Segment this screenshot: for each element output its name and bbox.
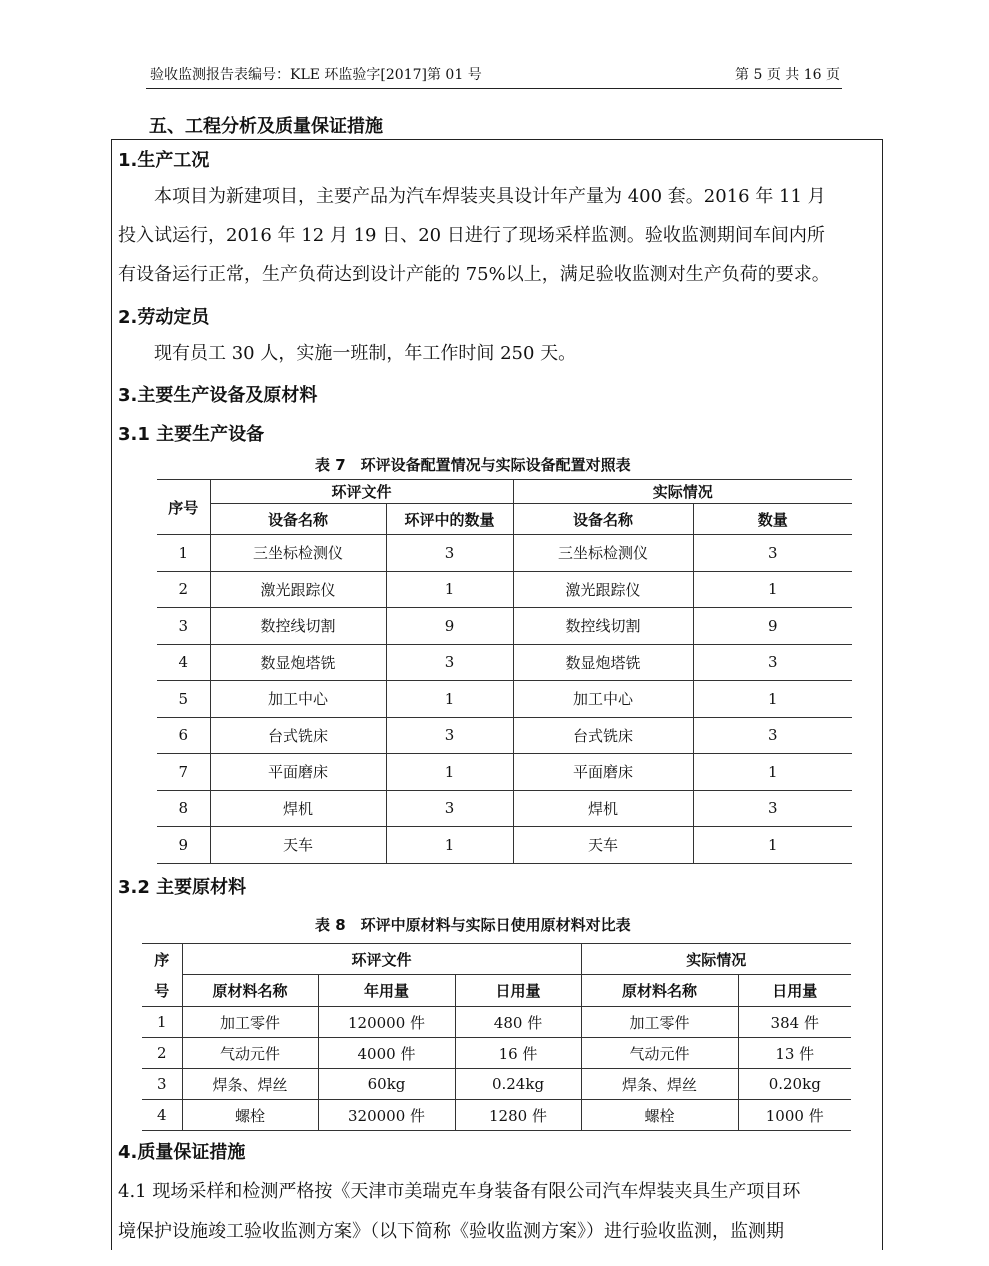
group-header-eia: 环评文件 [182,944,581,975]
equipment-table [157,479,852,864]
cell-quantity: 1 [693,571,852,608]
cell-material-name: 焊条、焊丝 [182,1069,318,1100]
heading-quality-assurance: 4.质量保证措施 [118,1142,246,1163]
col-header-seq-top: 序 [142,944,182,975]
cell-daily-usage: 16 件 [455,1038,581,1069]
cell-quantity: 3 [693,790,852,827]
cell-daily-usage: 1280 件 [455,1100,581,1131]
cell-seq: 8 [157,790,210,827]
table-row [157,827,852,864]
heading-equipment: 3.1 主要生产设备 [118,424,265,445]
paragraph-line: 投入试运行，2016 年 12 月 19 日、20 日进行了现场采样监测。验收监测期间车间内所 [118,225,825,246]
cell-daily-usage: 1000 件 [738,1100,851,1131]
cell-material-name: 加工零件 [581,1007,738,1038]
heading-raw-materials: 3.2 主要原材料 [118,877,247,898]
cell-eia-quantity: 9 [386,608,513,645]
col-header-material-name: 原材料名称 [581,975,738,1007]
cell-quantity: 3 [693,717,852,754]
raw-materials-table [142,943,851,1131]
col-header-seq: 序号 [157,480,210,535]
page-header [146,62,842,89]
cell-equipment-name: 数控线切割 [513,608,693,645]
cell-quantity: 9 [693,608,852,645]
cell-equipment-name: 焊机 [513,790,693,827]
group-header-actual: 实际情况 [581,944,851,975]
cell-quantity: 3 [693,644,852,681]
cell-annual-usage: 60kg [318,1069,455,1100]
cell-equipment-name: 三坐标检测仪 [513,535,693,572]
cell-equipment-name: 激光跟踪仪 [513,571,693,608]
group-header-eia: 环评文件 [210,480,513,504]
report-number: 验收监测报告表编号：KLE 环监验字[2017]第 01 号 [150,67,482,83]
cell-eia-quantity: 3 [386,644,513,681]
cell-annual-usage: 4000 件 [318,1038,455,1069]
col-header-eia-quantity: 环评中的数量 [386,504,513,535]
section-title: 五、工程分析及质量保证措施 [149,116,383,137]
cell-eia-quantity: 3 [386,535,513,572]
table-row [142,1069,851,1100]
cell-eia-quantity: 3 [386,790,513,827]
col-header-quantity: 数量 [693,504,852,535]
cell-seq: 3 [142,1069,182,1100]
col-header-daily-usage: 日用量 [738,975,851,1007]
heading-production-conditions: 1.生产工况 [118,150,210,171]
cell-eia-quantity: 3 [386,717,513,754]
table7-caption: 表 7 环评设备配置情况与实际设备配置对照表 [315,456,631,474]
paragraph-line: 本项目为新建项目，主要产品为汽车焊装夹具设计年产量为 400 套。2016 年 11 月 [154,186,826,207]
col-header-equipment-name: 设备名称 [210,504,386,535]
paragraph-line: 有设备运行正常，生产负荷达到设计产能的 75%以上，满足验收监测对生产负荷的要求。 [118,264,830,285]
cell-equipment-name: 台式铣床 [210,717,386,754]
cell-quantity: 3 [693,535,852,572]
cell-eia-quantity: 1 [386,681,513,718]
cell-daily-usage: 0.20kg [738,1069,851,1100]
cell-seq: 9 [157,827,210,864]
cell-quantity: 1 [693,827,852,864]
cell-daily-usage: 0.24kg [455,1069,581,1100]
cell-seq: 6 [157,717,210,754]
table-row [157,608,852,645]
table-row [157,535,852,572]
cell-annual-usage: 120000 件 [318,1007,455,1038]
cell-seq: 5 [157,681,210,718]
page-number: 第 5 页 共 16 页 [735,67,840,83]
table-row [157,717,852,754]
cell-equipment-name: 平面磨床 [513,754,693,791]
cell-equipment-name: 数显炮塔铣 [513,644,693,681]
cell-material-name: 气动元件 [182,1038,318,1069]
cell-daily-usage: 13 件 [738,1038,851,1069]
cell-material-name: 螺栓 [581,1100,738,1131]
table-row [157,644,852,681]
cell-seq: 7 [157,754,210,791]
table-row [157,681,852,718]
table-row [142,1100,851,1131]
table-row [157,754,852,791]
heading-staffing: 2.劳动定员 [118,307,210,328]
table8-caption: 表 8 环评中原材料与实际日使用原材料对比表 [315,916,631,934]
cell-equipment-name: 天车 [513,827,693,864]
cell-equipment-name: 加工中心 [513,681,693,718]
cell-seq: 1 [142,1007,182,1038]
table-row [157,571,852,608]
col-header-equipment-name: 设备名称 [513,504,693,535]
col-header-material-name: 原材料名称 [182,975,318,1007]
cell-equipment-name: 数显炮塔铣 [210,644,386,681]
cell-seq: 2 [142,1038,182,1069]
cell-annual-usage: 320000 件 [318,1100,455,1131]
col-header-daily-usage: 日用量 [455,975,581,1007]
paragraph-line: 现有员工 30 人，实施一班制，年工作时间 250 天。 [154,343,577,364]
cell-eia-quantity: 1 [386,754,513,791]
group-header-actual: 实际情况 [513,480,852,504]
cell-quantity: 1 [693,754,852,791]
cell-seq: 4 [157,644,210,681]
cell-quantity: 1 [693,681,852,718]
col-header-seq-bottom: 号 [142,975,182,1007]
cell-material-name: 加工零件 [182,1007,318,1038]
table-row [142,1007,851,1038]
cell-equipment-name: 台式铣床 [513,717,693,754]
paragraph-line: 境保护设施竣工验收监测方案》（以下简称《验收监测方案》）进行验收监测，监测期 [118,1221,784,1242]
cell-seq: 4 [142,1100,182,1131]
table-row [157,790,852,827]
cell-material-name: 螺栓 [182,1100,318,1131]
cell-seq: 1 [157,535,210,572]
cell-equipment-name: 平面磨床 [210,754,386,791]
cell-equipment-name: 三坐标检测仪 [210,535,386,572]
cell-equipment-name: 激光跟踪仪 [210,571,386,608]
cell-equipment-name: 天车 [210,827,386,864]
cell-equipment-name: 焊机 [210,790,386,827]
cell-material-name: 气动元件 [581,1038,738,1069]
cell-seq: 2 [157,571,210,608]
cell-eia-quantity: 1 [386,571,513,608]
cell-seq: 3 [157,608,210,645]
cell-equipment-name: 加工中心 [210,681,386,718]
cell-daily-usage: 384 件 [738,1007,851,1038]
paragraph-line: 4.1 现场采样和检测严格按《天津市美瑞克车身装备有限公司汽车焊装夹具生产项目环 [118,1181,801,1202]
col-header-annual-usage: 年用量 [318,975,455,1007]
cell-material-name: 焊条、焊丝 [581,1069,738,1100]
table-row [142,1038,851,1069]
heading-equipment-materials: 3.主要生产设备及原材料 [118,385,318,406]
cell-eia-quantity: 1 [386,827,513,864]
cell-daily-usage: 480 件 [455,1007,581,1038]
cell-equipment-name: 数控线切割 [210,608,386,645]
